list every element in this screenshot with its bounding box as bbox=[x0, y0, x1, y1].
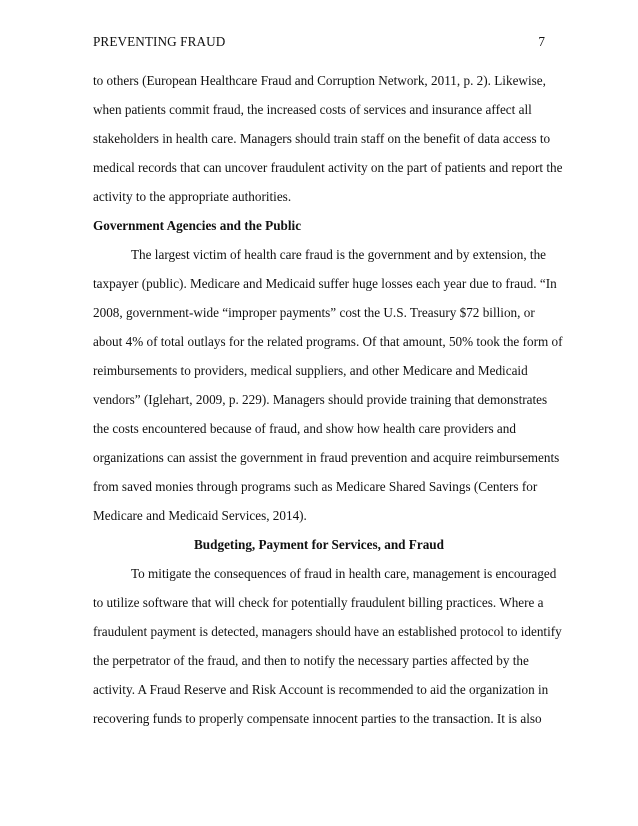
body-line: 2008, government-wide “improper payments” cost the U.S. Treasury $72 billion, or bbox=[93, 305, 535, 320]
body-line: vendors” (Iglehart, 2009, p. 229). Managers should provide training that demonstrates bbox=[93, 392, 548, 407]
body-line: the perpetrator of the fraud, and then to notify the necessary parties affected by the bbox=[93, 653, 529, 668]
body-line: to others (European Healthcare Fraud and Corruption Network, 2011, p. 2). Likewise, bbox=[93, 73, 546, 88]
body-line: from saved monies through programs such as Medicare Shared Savings (Centers for bbox=[93, 479, 538, 494]
body-line: when patients commit fraud, the increased costs of services and insurance affect all bbox=[93, 102, 532, 117]
page-number: 7 bbox=[538, 34, 545, 49]
body-line: taxpayer (public). Medicare and Medicaid suffer huge losses each year due to fraud. “In bbox=[93, 276, 557, 291]
body-line: medical records that can uncover fraudulent activity on the part of patients and report the bbox=[93, 160, 563, 175]
body-line: organizations can assist the government in fraud prevention and acquire reimbursements bbox=[93, 450, 560, 465]
section-heading: Budgeting, Payment for Services, and Fraud bbox=[194, 537, 444, 552]
body-line: the costs encountered because of fraud, and show how health care providers and bbox=[93, 421, 516, 436]
running-header bbox=[93, 34, 545, 54]
body-line: To mitigate the consequences of fraud in health care, management is encouraged bbox=[131, 566, 557, 581]
running-head-title: PREVENTING FRAUD bbox=[93, 34, 226, 49]
body-line: to utilize software that will check for potentially fraudulent billing practices. Where a bbox=[93, 595, 544, 610]
body-line: fraudulent payment is detected, managers should have an established protocol to identify bbox=[93, 624, 562, 639]
body-line: reimbursements to providers, medical suppliers, and other Medicare and Medicaid bbox=[93, 363, 528, 378]
body-line: stakeholders in health care. Managers should train staff on the benefit of data access to bbox=[93, 131, 551, 146]
body-line: activity. A Fraud Reserve and Risk Account is recommended to aid the organization in bbox=[93, 682, 549, 697]
body-line: The largest victim of health care fraud is the government and by extension, the bbox=[131, 247, 547, 262]
section-heading: Government Agencies and the Public bbox=[93, 218, 302, 233]
body-line: recovering funds to properly compensate innocent parties to the transaction. It is also bbox=[93, 711, 542, 726]
body-line: about 4% of total outlays for the related programs. Of that amount, 50% took the form of bbox=[93, 334, 563, 349]
body-line: activity to the appropriate authorities. bbox=[93, 189, 292, 204]
body-line: Medicare and Medicaid Services, 2014). bbox=[93, 508, 307, 523]
